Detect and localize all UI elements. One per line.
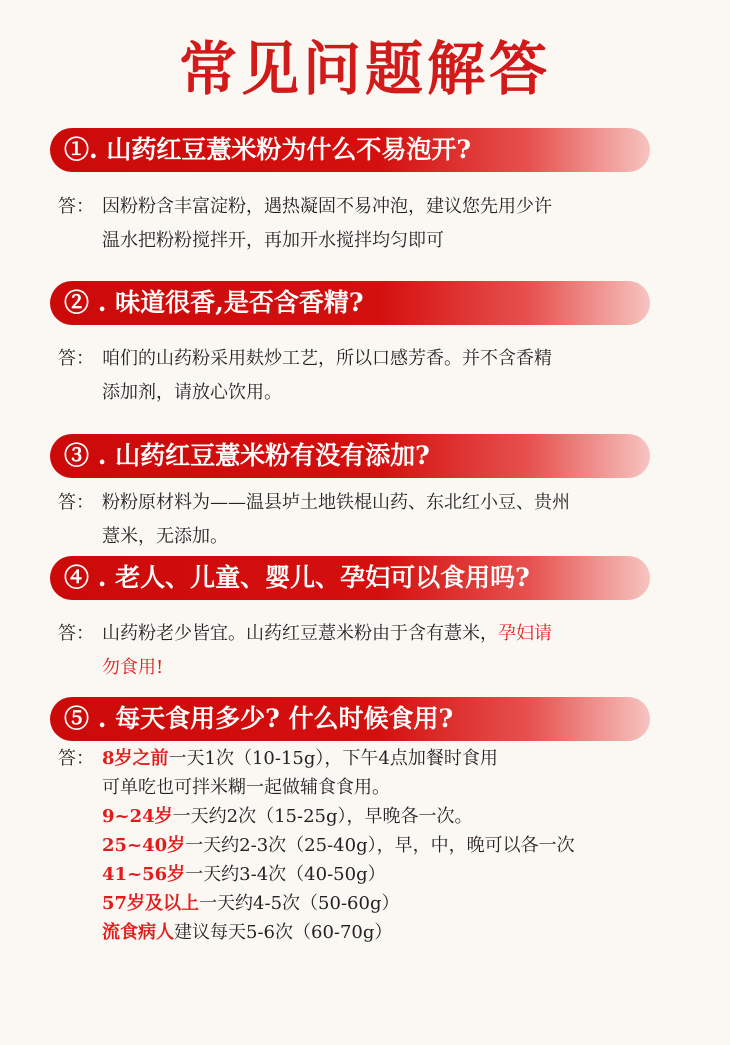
dosage-text: 一天约2-3次（25-40g），早，中，晚可以各一次 bbox=[185, 835, 575, 856]
answer-line: 粉粉原材料为——温县垆土地铁棍山药、东北红小豆、贵州 bbox=[102, 492, 570, 513]
age-label: 57岁及以上 bbox=[102, 893, 200, 914]
answer-3 bbox=[58, 486, 678, 554]
dosage-text: 可单吃也可拌米糊一起做辅食食用。 bbox=[102, 777, 390, 798]
dosage-text: 一天约2次（15-25g），早晚各一次。 bbox=[172, 806, 473, 827]
dosage-text: 一天约4-5次（50-60g） bbox=[199, 893, 400, 914]
age-label: 9~24岁 bbox=[102, 806, 173, 827]
age-label: 41~56岁 bbox=[102, 864, 186, 885]
dosage-text: 建议每天5-6次（60-70g） bbox=[174, 922, 393, 943]
answer-warning: 勿食用! bbox=[102, 657, 164, 678]
question-bar-3: ③ . 山药红豆薏米粉有没有添加? bbox=[50, 434, 650, 478]
age-label: 流食病人 bbox=[102, 922, 174, 943]
answer-1 bbox=[58, 190, 678, 258]
dosage-text: 一天约3-4次（40-50g） bbox=[185, 864, 386, 885]
age-label: 25~40岁 bbox=[102, 835, 186, 856]
answer-prefix: 答： bbox=[58, 492, 94, 513]
question-bar-1: ①. 山药红豆薏米粉为什么不易泡开? bbox=[50, 128, 650, 172]
answer-line: 薏米，无添加。 bbox=[102, 526, 228, 547]
page-title: 常见问题解答 bbox=[178, 35, 551, 103]
answer-line: 因粉粉含丰富淀粉，遇热凝固不易冲泡，建议您先用少许 bbox=[102, 196, 552, 217]
answer-warning: 孕妇请 bbox=[498, 623, 552, 644]
answer-line: 山药粉老少皆宜。山药红豆薏米粉由于含有薏米， bbox=[102, 623, 498, 644]
answer-4 bbox=[58, 617, 678, 685]
answer-line: 咱们的山药粉采用麸炒工艺，所以口感芳香。并不含香精 bbox=[102, 348, 552, 369]
answer-line: 添加剂，请放心饮用。 bbox=[102, 382, 282, 403]
question-bar-2: ② . 味道很香,是否含香精? bbox=[50, 281, 650, 325]
answer-prefix: 答： bbox=[58, 196, 94, 217]
answer-prefix: 答： bbox=[58, 348, 94, 369]
question-bar-4: ④ . 老人、儿童、婴儿、孕妇可以食用吗? bbox=[50, 556, 650, 600]
answer-5 bbox=[58, 744, 678, 947]
question-bar-5: ⑤ . 每天食用多少? 什么时候食用? bbox=[50, 697, 650, 741]
age-label: 8岁之前 bbox=[102, 748, 169, 769]
answer-prefix: 答： bbox=[58, 748, 94, 769]
answer-line: 温水把粉粉搅拌开，再加开水搅拌均匀即可 bbox=[102, 230, 444, 251]
answer-2 bbox=[58, 342, 678, 410]
dosage-text: 一天1次（10-15g），下午4点加餐时食用 bbox=[168, 748, 498, 769]
answer-prefix: 答： bbox=[58, 623, 94, 644]
